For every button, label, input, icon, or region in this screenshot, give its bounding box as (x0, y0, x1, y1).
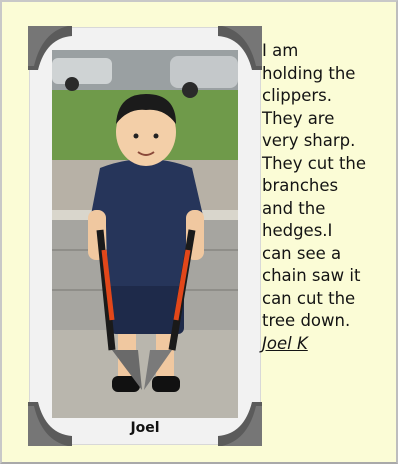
story-line: holding the (262, 63, 356, 83)
boy-holding-clippers-photo (52, 50, 238, 418)
photo-corner-icon (218, 402, 262, 446)
photo-corner-icon (28, 402, 72, 446)
story-line: They cut the (262, 153, 367, 173)
story-line: I am (262, 41, 299, 60)
story-line: branches (262, 176, 339, 195)
author-link[interactable]: Joel K (262, 333, 308, 353)
photo-card (30, 28, 260, 444)
story-line: can cut the (262, 288, 356, 308)
story-line: and the (262, 198, 326, 218)
photo-corner-icon (218, 26, 262, 70)
story-line: clippers. (262, 86, 332, 105)
photo-corner-icon (28, 26, 72, 70)
story-line: can see a (262, 243, 342, 263)
story-line: chain saw it (262, 266, 361, 285)
story-line: tree down. (262, 311, 351, 330)
photo-illustration (52, 50, 238, 418)
story-text (262, 40, 396, 355)
story-line: very sharp. (262, 131, 356, 150)
story-line: hedges.I (262, 221, 333, 240)
photo-caption: Joel (130, 420, 160, 436)
story-line: They are (262, 108, 335, 128)
